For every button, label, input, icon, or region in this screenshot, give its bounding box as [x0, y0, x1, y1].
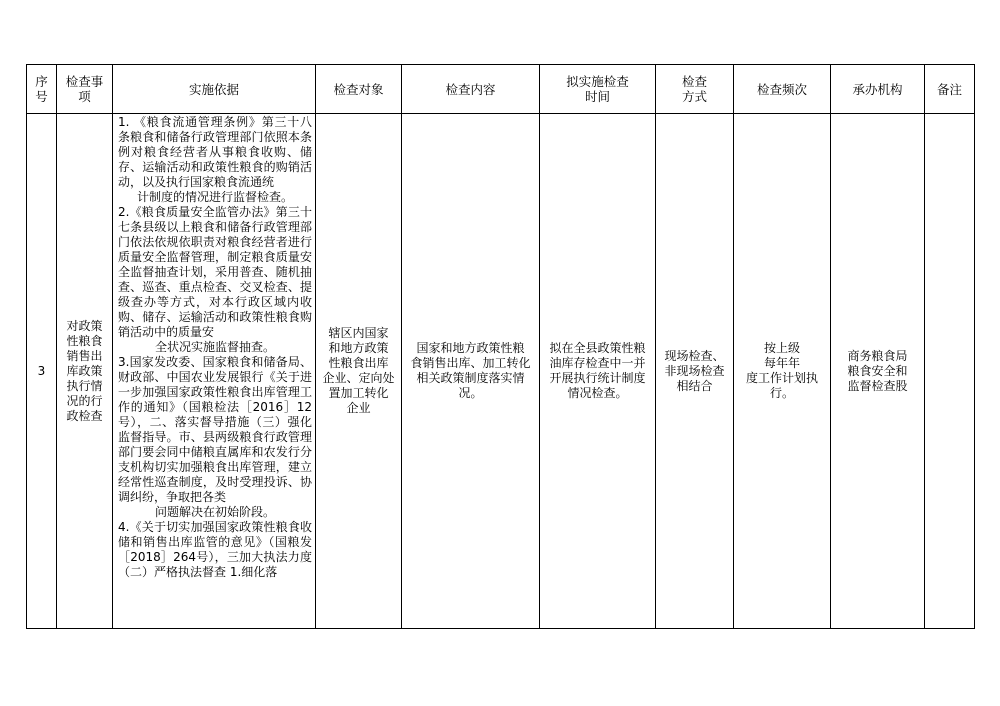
cell-agency: 商务粮食局 粮食安全和 监督检查股: [831, 114, 925, 629]
cell-content: 国家和地方政策性粮 食销售出库、加工转化 相关政策制度落实情 况。: [402, 114, 540, 629]
cell-item: 对政策 性粮食 销售出 库政策 执行情 况的行 政检查: [57, 114, 113, 629]
header-agency: 承办机构: [831, 65, 925, 114]
inspection-table: [26, 64, 975, 629]
cell-frequency: 按上级 每年年 度工作计划执 行。: [734, 114, 831, 629]
table-row: [27, 114, 975, 629]
basis-paragraph-3: 3.国家发改委、国家粮食和储备局、财政部、中国农业发展银行《关于进一步加强国家政策性粮食出库管理工作的通知》（国粮检法［2016］12号），二、落实督导措施（三）强化监督指导。市、县两级粮食行政管理部门要会同中储粮直属库和农发行分支机构切实加强粮食出库管理，建立经常性巡查制度，及时受理投诉、协调纠纷，争取把各类 问题解决在初始阶段。: [118, 355, 312, 519]
cell-remark: [925, 114, 975, 629]
header-seq: 序 号: [27, 65, 57, 114]
header-target: 检查对象: [316, 65, 402, 114]
cell-seq: 3: [27, 114, 57, 629]
cell-target: 辖区内国家 和地方政策 性粮食出库 企业、定向处 置加工转化 企业: [316, 114, 402, 629]
header-method: 检查 方式: [656, 65, 734, 114]
inspection-table-sheet: [26, 64, 974, 626]
basis-paragraph-4: 4.《关于切实加强国家政策性粮食收储和销售出库监管的意见》（国粮发［2018］264号），三加大执法力度（二）严格执法督查 1.细化落: [118, 520, 312, 579]
cell-basis: [113, 114, 316, 629]
cell-method: 现场检查、 非现场检查 相结合: [656, 114, 734, 629]
header-item: 检查事 项: [57, 65, 113, 114]
header-row: [27, 65, 975, 114]
header-time: 拟实施检查 时间: [540, 65, 656, 114]
basis-paragraph-2: 2.《粮食质量安全监管办法》第三十七条县级以上粮食和储备行政管理部门依法依规依职责对粮食经营者进行质量安全监督管理，制定粮食质量安全监督抽查计划，采用普查、随机抽查、巡查、重点检查、交叉检查、提级查办等方式，对本行政区域内收购、储存、运输活动和政策性粮食购销活动中的质量安 全状况实施监督抽查。: [118, 205, 312, 354]
header-basis: 实施依据: [113, 65, 316, 114]
table-header: [27, 65, 975, 114]
header-frequency: 检查频次: [734, 65, 831, 114]
cell-time: 拟在全县政策性粮 油库存检查中一并 开展执行统计制度 情况检查。: [540, 114, 656, 629]
header-content: 检查内容: [402, 65, 540, 114]
basis-paragraph-1: 1. 《粮食流通管理条例》第三十八条粮食和储备行政管理部门依照本条例对粮食经营者从事粮食收购、储存、运输活动和政策性粮食的购销活动，以及执行国家粮食流通统 计制度的情况进行监督检查。: [118, 115, 312, 204]
basis-text: [113, 114, 315, 628]
table-body: [27, 114, 975, 629]
header-remark: 备注: [925, 65, 975, 114]
